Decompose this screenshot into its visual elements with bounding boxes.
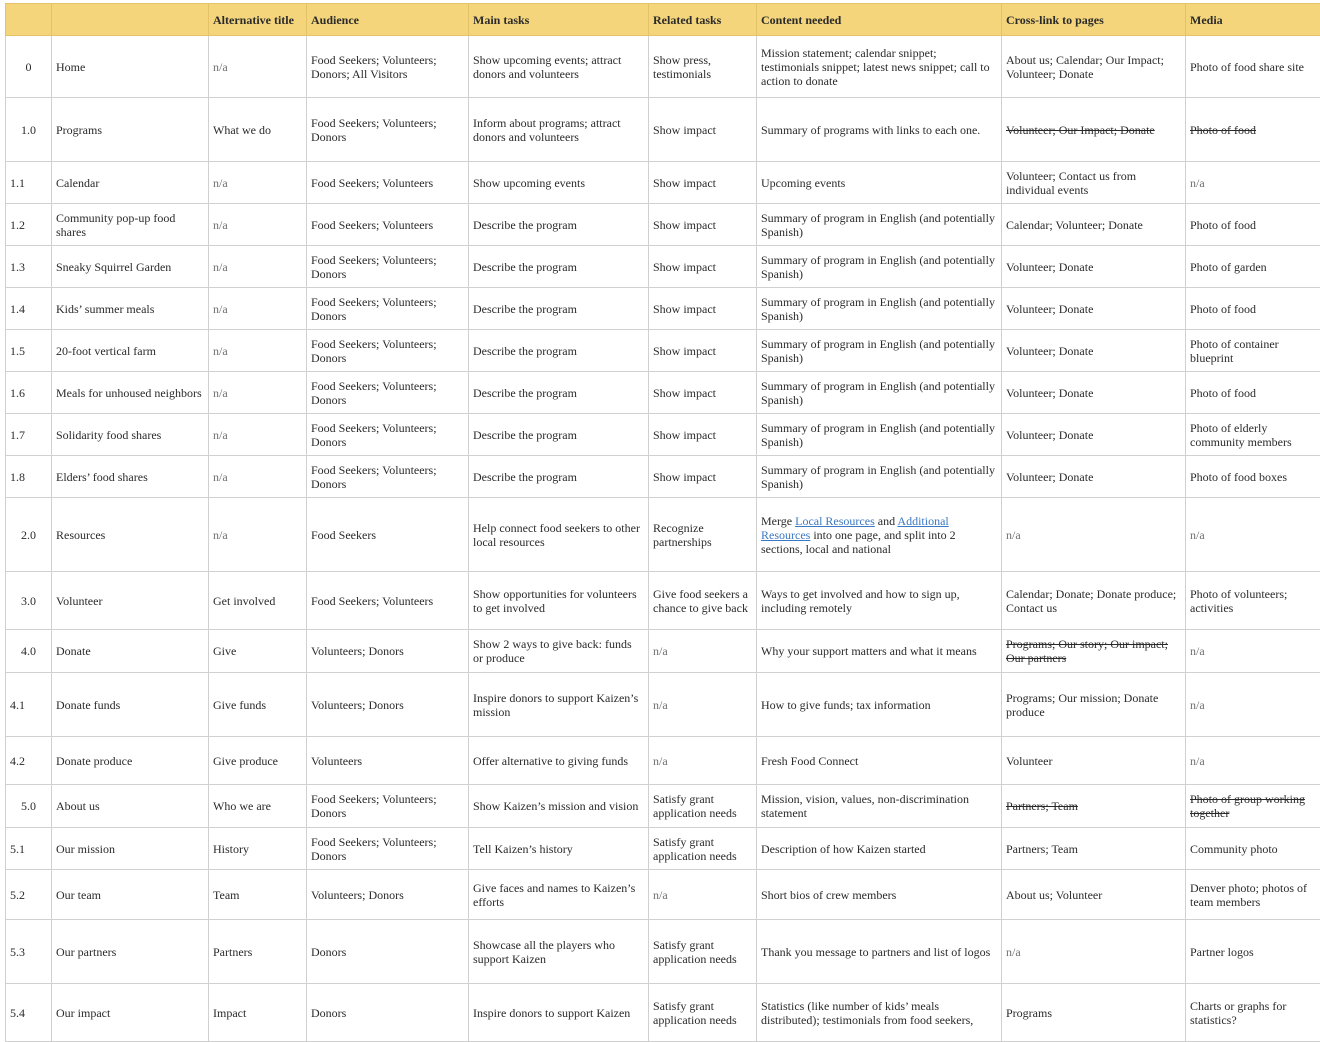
cell-related-tasks[interactable]: Show impact [649, 372, 757, 414]
table-row [6, 204, 1320, 246]
cell-audience[interactable]: Food Seekers; Volunteers; Donors [307, 246, 469, 288]
cell-related-tasks[interactable]: n/a [649, 673, 757, 737]
header-alternative-title[interactable]: Alternative title [209, 4, 307, 36]
cell-page[interactable]: Home [52, 36, 209, 98]
cell-audience[interactable]: Food Seekers; Volunteers; Donors; All Visitors [307, 36, 469, 98]
header-row [6, 4, 1320, 36]
cell-main-tasks[interactable]: Tell Kaizen’s history [469, 828, 649, 870]
cell-related-tasks[interactable]: Show impact [649, 288, 757, 330]
cell-number[interactable]: 1.5 [6, 330, 52, 372]
cell-media[interactable]: n/a [1186, 498, 1320, 572]
cell-main-tasks[interactable]: Describe the program [469, 204, 649, 246]
cell-related-tasks[interactable]: Show impact [649, 456, 757, 498]
cell-number[interactable]: 1.1 [6, 162, 52, 204]
cell-alt-title[interactable]: n/a [209, 456, 307, 498]
table-row [6, 36, 1320, 98]
cell-media[interactable]: n/a [1186, 162, 1320, 204]
cell-main-tasks[interactable]: Offer alternative to giving funds [469, 737, 649, 785]
cell-number[interactable]: 1.3 [6, 246, 52, 288]
cell-cross-link[interactable]: Volunteer; Donate [1002, 330, 1186, 372]
cell-number[interactable]: 4.0 [6, 630, 52, 673]
cell-cross-link[interactable]: n/a [1002, 498, 1186, 572]
cell-content-needed[interactable]: Description of how Kaizen started [757, 828, 1002, 870]
cell-alt-title[interactable]: History [209, 828, 307, 870]
cell-number[interactable]: 4.2 [6, 737, 52, 785]
cell-main-tasks[interactable]: Show upcoming events; attract donors and volunteers [469, 36, 649, 98]
cell-media[interactable]: Photo of food [1186, 288, 1320, 330]
cell-main-tasks[interactable]: Show upcoming events [469, 162, 649, 204]
cell-content-needed[interactable]: Short bios of crew members [757, 870, 1002, 920]
cell-media[interactable]: Photo of volunteers; activities [1186, 572, 1320, 630]
table-row [6, 246, 1320, 288]
cell-media[interactable]: Photo of container blueprint [1186, 330, 1320, 372]
header-audience[interactable]: Audience [307, 4, 469, 36]
cell-content-needed[interactable]: Summary of program in English (and potentially Spanish) [757, 456, 1002, 498]
cell-content-needed[interactable]: Mission statement; calendar snippet; testimonials snippet; latest news snippet; call to action to donate [757, 36, 1002, 98]
cell-audience[interactable]: Food Seekers; Volunteers [307, 162, 469, 204]
cell-media[interactable]: Photo of food share site [1186, 36, 1320, 98]
cell-number[interactable]: 3.0 [6, 572, 52, 630]
cell-audience[interactable]: Food Seekers; Volunteers; Donors [307, 330, 469, 372]
cell-audience[interactable]: Food Seekers; Volunteers; Donors [307, 372, 469, 414]
cell-page[interactable]: Programs [52, 98, 209, 162]
cell-related-tasks[interactable]: n/a [649, 870, 757, 920]
cell-related-tasks[interactable]: Show impact [649, 98, 757, 162]
cell-content-needed[interactable]: Thank you message to partners and list of logos [757, 920, 1002, 984]
cell-cross-link[interactable]: Volunteer; Donate [1002, 414, 1186, 456]
cell-page[interactable]: Our partners [52, 920, 209, 984]
cell-main-tasks[interactable]: Describe the program [469, 246, 649, 288]
cell-related-tasks[interactable]: Recognize partnerships [649, 498, 757, 572]
table-row [6, 498, 1320, 572]
cell-media[interactable]: Photo of food [1186, 98, 1320, 162]
cell-page[interactable]: Our impact [52, 984, 209, 1042]
cell-alt-title[interactable]: Give produce [209, 737, 307, 785]
cell-page[interactable]: 20-foot vertical farm [52, 330, 209, 372]
cell-alt-title[interactable]: Get involved [209, 572, 307, 630]
cell-alt-title[interactable]: n/a [209, 288, 307, 330]
local-resources-link[interactable]: Local Resources [795, 514, 875, 528]
cell-page[interactable]: Our team [52, 870, 209, 920]
cell-number[interactable]: 1.8 [6, 456, 52, 498]
cell-alt-title[interactable]: n/a [209, 162, 307, 204]
cell-page[interactable]: Meals for unhoused neighbors [52, 372, 209, 414]
cell-media[interactable]: n/a [1186, 630, 1320, 673]
cell-page[interactable]: Donate [52, 630, 209, 673]
table-row [6, 330, 1320, 372]
cell-content-needed[interactable]: Ways to get involved and how to sign up, including remotely [757, 572, 1002, 630]
cell-cross-link[interactable]: Programs; Our mission; Donate produce [1002, 673, 1186, 737]
cell-audience[interactable]: Food Seekers; Volunteers; Donors [307, 414, 469, 456]
cell-related-tasks[interactable]: Show impact [649, 330, 757, 372]
cell-alt-title[interactable]: Who we are [209, 785, 307, 828]
cell-number[interactable]: 2.0 [6, 498, 52, 572]
cell-audience[interactable]: Volunteers; Donors [307, 630, 469, 673]
cell-page[interactable]: About us [52, 785, 209, 828]
cell-alt-title[interactable]: n/a [209, 330, 307, 372]
cell-content-needed[interactable]: Fresh Food Connect [757, 737, 1002, 785]
table-row [6, 785, 1320, 828]
cell-media[interactable]: n/a [1186, 737, 1320, 785]
header-cross-link[interactable]: Cross-link to pages [1002, 4, 1186, 36]
cell-number[interactable]: 1.7 [6, 414, 52, 456]
table-row [6, 737, 1320, 785]
cell-main-tasks[interactable]: Inspire donors to support Kaizen [469, 984, 649, 1042]
table-row [6, 98, 1320, 162]
cell-media[interactable]: Partner logos [1186, 920, 1320, 984]
cell-main-tasks[interactable]: Showcase all the players who support Kaizen [469, 920, 649, 984]
cell-media[interactable]: Community photo [1186, 828, 1320, 870]
cell-cross-link[interactable]: Volunteer; Contact us from individual events [1002, 162, 1186, 204]
cell-number[interactable]: 5.1 [6, 828, 52, 870]
cell-cross-link[interactable]: Volunteer; Our Impact; Donate [1002, 98, 1186, 162]
cell-related-tasks[interactable]: Satisfy grant application needs [649, 920, 757, 984]
cell-main-tasks[interactable]: Inform about programs; attract donors and volunteers [469, 98, 649, 162]
cell-number[interactable]: 5.0 [6, 785, 52, 828]
cell-content-needed[interactable] [757, 498, 1002, 572]
cell-page[interactable]: Kids’ summer meals [52, 288, 209, 330]
table-row [6, 372, 1320, 414]
cell-cross-link[interactable]: Partners; Team [1002, 785, 1186, 828]
cell-page[interactable]: Calendar [52, 162, 209, 204]
cell-main-tasks[interactable]: Show Kaizen’s mission and vision [469, 785, 649, 828]
cell-content-needed[interactable]: How to give funds; tax information [757, 673, 1002, 737]
cell-alt-title[interactable]: Give [209, 630, 307, 673]
cell-main-tasks[interactable]: Describe the program [469, 330, 649, 372]
cell-cross-link[interactable]: Programs [1002, 984, 1186, 1042]
cell-number[interactable]: 1.4 [6, 288, 52, 330]
cell-main-tasks[interactable]: Inspire donors to support Kaizen’s mission [469, 673, 649, 737]
cell-alt-title[interactable]: n/a [209, 246, 307, 288]
table-row [6, 984, 1320, 1042]
table-row [6, 630, 1320, 673]
cell-audience[interactable]: Food Seekers; Volunteers; Donors [307, 288, 469, 330]
cell-media[interactable]: n/a [1186, 673, 1320, 737]
cell-number[interactable]: 1.2 [6, 204, 52, 246]
header-content-needed[interactable]: Content needed [757, 4, 1002, 36]
cell-related-tasks[interactable]: Show impact [649, 414, 757, 456]
cell-media[interactable]: Charts or graphs for statistics? [1186, 984, 1320, 1042]
cell-cross-link[interactable]: n/a [1002, 920, 1186, 984]
table-row [6, 414, 1320, 456]
cell-content-needed[interactable]: Summary of program in English (and potentially Spanish) [757, 204, 1002, 246]
cell-alt-title[interactable]: Impact [209, 984, 307, 1042]
cell-alt-title[interactable]: n/a [209, 204, 307, 246]
header-main-tasks[interactable]: Main tasks [469, 4, 649, 36]
cell-main-tasks[interactable]: Describe the program [469, 456, 649, 498]
cell-cross-link[interactable]: Volunteer; Donate [1002, 246, 1186, 288]
cell-content-needed[interactable]: Summary of program in English (and potentially Spanish) [757, 246, 1002, 288]
cell-media[interactable]: Photo of garden [1186, 246, 1320, 288]
cell-related-tasks[interactable]: Give food seekers a chance to give back [649, 572, 757, 630]
cell-number[interactable]: 0 [6, 36, 52, 98]
cell-number[interactable]: 5.3 [6, 920, 52, 984]
header-number[interactable] [6, 4, 52, 36]
cell-content-needed[interactable]: Summary of program in English (and potentially Spanish) [757, 372, 1002, 414]
cell-cross-link[interactable]: Calendar; Volunteer; Donate [1002, 204, 1186, 246]
cell-alt-title[interactable]: n/a [209, 36, 307, 98]
cell-audience[interactable]: Food Seekers; Volunteers [307, 204, 469, 246]
cell-cross-link[interactable]: Volunteer; Donate [1002, 456, 1186, 498]
cell-cross-link[interactable]: Volunteer; Donate [1002, 288, 1186, 330]
cell-content-needed[interactable]: Statistics (like number of kids’ meals distributed); testimonials from food seekers, [757, 984, 1002, 1042]
cell-related-tasks[interactable]: Show impact [649, 246, 757, 288]
table-row [6, 920, 1320, 984]
cell-audience[interactable]: Food Seekers; Volunteers; Donors [307, 828, 469, 870]
table-row [6, 572, 1320, 630]
cell-number[interactable]: 1.6 [6, 372, 52, 414]
cell-related-tasks[interactable]: Satisfy grant application needs [649, 984, 757, 1042]
cell-audience[interactable]: Food Seekers; Volunteers; Donors [307, 98, 469, 162]
cell-related-tasks[interactable]: Show impact [649, 162, 757, 204]
cell-content-needed[interactable]: Summary of programs with links to each one. [757, 98, 1002, 162]
content-text: and [875, 514, 898, 528]
cell-number[interactable]: 4.1 [6, 673, 52, 737]
cell-page[interactable]: Donate funds [52, 673, 209, 737]
cell-number[interactable]: 5.4 [6, 984, 52, 1042]
cell-audience[interactable]: Donors [307, 920, 469, 984]
cell-page[interactable]: Solidarity food shares [52, 414, 209, 456]
cell-alt-title[interactable]: Partners [209, 920, 307, 984]
cell-page[interactable]: Resources [52, 498, 209, 572]
cell-related-tasks[interactable]: Satisfy grant application needs [649, 785, 757, 828]
content-text: Merge [761, 514, 795, 528]
table-row [6, 288, 1320, 330]
cell-related-tasks[interactable]: Show press, testimonials [649, 36, 757, 98]
cell-media[interactable]: Denver photo; photos of team members [1186, 870, 1320, 920]
cell-related-tasks[interactable]: n/a [649, 737, 757, 785]
cell-main-tasks[interactable]: Show opportunities for volunteers to get involved [469, 572, 649, 630]
cell-cross-link[interactable]: Programs; Our story; Our impact; Our partners [1002, 630, 1186, 673]
cell-cross-link[interactable]: Volunteer [1002, 737, 1186, 785]
cell-alt-title[interactable]: What we do [209, 98, 307, 162]
additional-resources-link[interactable]: Additional Resources [761, 514, 949, 542]
cell-alt-title[interactable]: n/a [209, 372, 307, 414]
cell-audience[interactable]: Volunteers; Donors [307, 673, 469, 737]
cell-related-tasks[interactable]: Show impact [649, 204, 757, 246]
cell-audience[interactable]: Donors [307, 984, 469, 1042]
cell-cross-link[interactable]: Volunteer; Donate [1002, 372, 1186, 414]
cell-number[interactable]: 1.0 [6, 98, 52, 162]
cell-main-tasks[interactable]: Describe the program [469, 372, 649, 414]
header-related-tasks[interactable]: Related tasks [649, 4, 757, 36]
cell-media[interactable]: Photo of food [1186, 204, 1320, 246]
cell-audience[interactable]: Volunteers; Donors [307, 870, 469, 920]
cell-media[interactable]: Photo of food boxes [1186, 456, 1320, 498]
sitemap-table [5, 3, 1320, 1042]
cell-content-needed[interactable]: Summary of program in English (and potentially Spanish) [757, 288, 1002, 330]
cell-media[interactable]: Photo of elderly community members [1186, 414, 1320, 456]
table-row [6, 870, 1320, 920]
cell-audience[interactable]: Volunteers [307, 737, 469, 785]
cell-related-tasks[interactable]: n/a [649, 630, 757, 673]
content-text: into one page, and split into 2 sections, local and national [761, 528, 956, 556]
cell-audience[interactable]: Food Seekers; Volunteers; Donors [307, 456, 469, 498]
cell-cross-link[interactable]: About us; Calendar; Our Impact; Volunteer; Donate [1002, 36, 1186, 98]
cell-page[interactable]: Community pop-up food shares [52, 204, 209, 246]
header-media[interactable]: Media [1186, 4, 1320, 36]
cell-main-tasks[interactable]: Give faces and names to Kaizen’s efforts [469, 870, 649, 920]
cell-main-tasks[interactable]: Show 2 ways to give back: funds or produce [469, 630, 649, 673]
cell-audience[interactable]: Food Seekers; Volunteers [307, 572, 469, 630]
cell-cross-link[interactable]: About us; Volunteer [1002, 870, 1186, 920]
cell-alt-title[interactable]: n/a [209, 414, 307, 456]
cell-page[interactable]: Donate produce [52, 737, 209, 785]
cell-alt-title[interactable]: Give funds [209, 673, 307, 737]
table-row [6, 673, 1320, 737]
cell-main-tasks[interactable]: Describe the program [469, 414, 649, 456]
cell-content-needed[interactable]: Upcoming events [757, 162, 1002, 204]
cell-page[interactable]: Sneaky Squirrel Garden [52, 246, 209, 288]
cell-related-tasks[interactable]: Satisfy grant application needs [649, 828, 757, 870]
cell-main-tasks[interactable]: Help connect food seekers to other local resources [469, 498, 649, 572]
cell-cross-link[interactable]: Calendar; Donate; Donate produce; Contact us [1002, 572, 1186, 630]
cell-media[interactable]: Photo of food [1186, 372, 1320, 414]
cell-content-needed[interactable]: Mission, vision, values, non-discrimination statement [757, 785, 1002, 828]
cell-cross-link[interactable]: Partners; Team [1002, 828, 1186, 870]
table-row [6, 162, 1320, 204]
cell-number[interactable]: 5.2 [6, 870, 52, 920]
cell-page[interactable]: Elders’ food shares [52, 456, 209, 498]
cell-alt-title[interactable]: Team [209, 870, 307, 920]
table-row [6, 456, 1320, 498]
cell-page[interactable]: Volunteer [52, 572, 209, 630]
cell-content-needed[interactable]: Why your support matters and what it means [757, 630, 1002, 673]
header-page[interactable] [52, 4, 209, 36]
cell-content-needed[interactable]: Summary of program in English (and potentially Spanish) [757, 330, 1002, 372]
cell-main-tasks[interactable]: Describe the program [469, 288, 649, 330]
cell-content-needed[interactable]: Summary of program in English (and potentially Spanish) [757, 414, 1002, 456]
cell-audience[interactable]: Food Seekers; Volunteers; Donors [307, 785, 469, 828]
cell-alt-title[interactable]: n/a [209, 498, 307, 572]
cell-media[interactable]: Photo of group working together [1186, 785, 1320, 828]
table-row [6, 828, 1320, 870]
cell-page[interactable]: Our mission [52, 828, 209, 870]
cell-audience[interactable]: Food Seekers [307, 498, 469, 572]
